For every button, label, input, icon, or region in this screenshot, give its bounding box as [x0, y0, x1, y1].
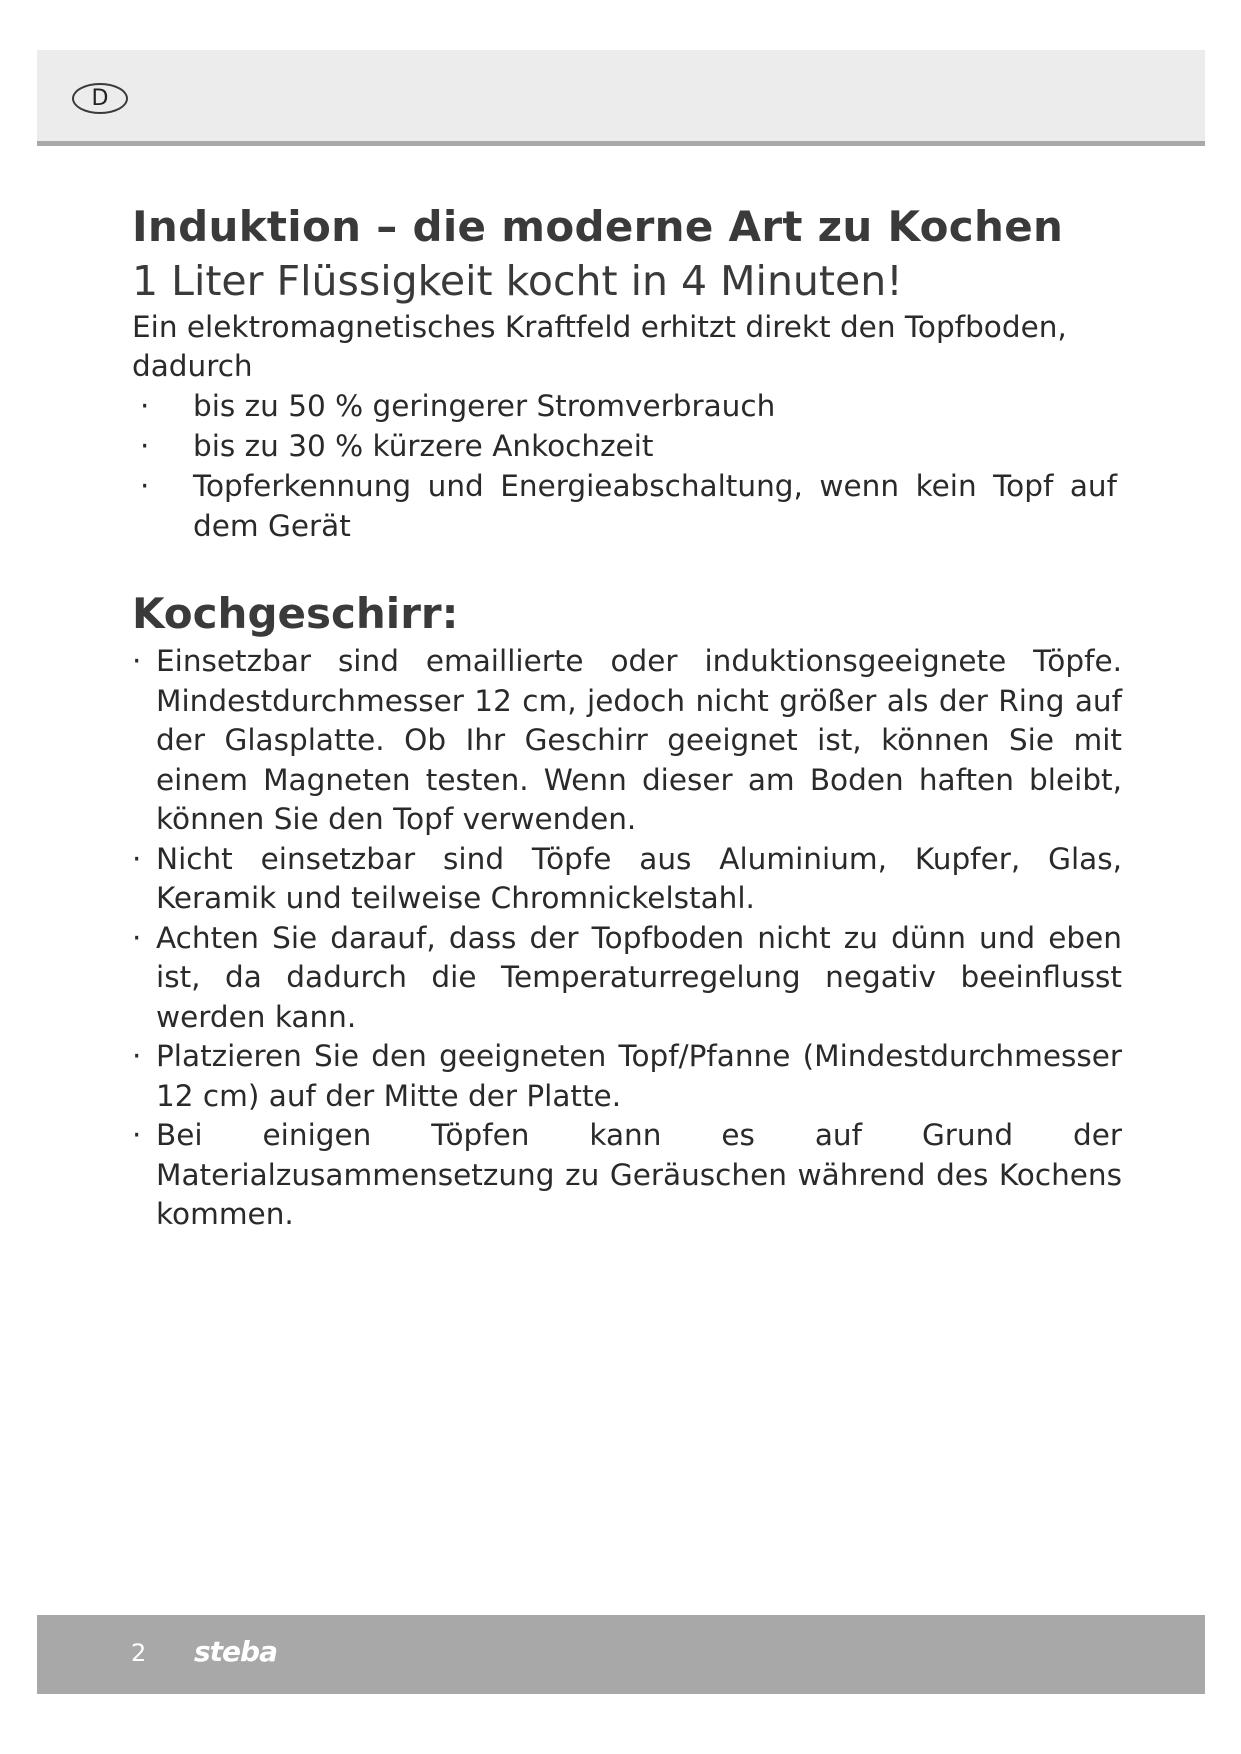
feature-item — [132, 386, 1117, 426]
section-subtitle: 1 Liter Flüssigkeit kocht in 4 Minuten! — [132, 257, 903, 305]
section-title-induction: Induktion – die moderne Art zu Kochen — [132, 202, 1064, 251]
bullet-icon: · — [140, 469, 150, 503]
cookware-text: Nicht einsetzbar sind Töpfe aus Aluminium, Kupfer, Glas, Keramik und teilweise Chromnickelstahl. — [156, 841, 1122, 915]
bullet-icon: · — [140, 389, 150, 423]
feature-item — [132, 426, 1117, 466]
page-number: 2 — [131, 1639, 147, 1667]
brand-wordmark: steba — [194, 1635, 277, 1668]
section-title-cookware: Kochgeschirr: — [132, 589, 459, 638]
feature-text: bis zu 50 % geringerer Stromverbrauch — [193, 389, 776, 423]
bullet-icon: · — [132, 1039, 142, 1073]
bullet-icon: · — [132, 841, 142, 876]
page-footer — [37, 1615, 1205, 1694]
bullet-icon: · — [132, 920, 142, 955]
cookware-text: Bei einigen Töpfen kann es auf Grund der Materialzusammensetzung zu Geräuschen während des Kochens kommen. — [156, 1118, 1122, 1231]
cookware-text: Einsetzbar sind emaillierte oder induktionsgeeignete Töpfe. Mindestdurchmesser 12 cm, jedoch nicht größer als der Ring auf der Glasplatte. Ob Ihr Geschirr geeignet ist, können Sie mit einem Magneten testen. Wenn dieser am Boden haften bleibt, können Sie den Topf verwenden. — [156, 644, 1122, 836]
cookware-list — [132, 642, 1122, 1235]
cookware-text: Platzieren Sie den geeigneten Topf/Pfanne (Mindestdurchmesser 12 cm) auf der Mitte der Platte. — [156, 1039, 1122, 1113]
cookware-item — [132, 1037, 1122, 1116]
page-header — [37, 50, 1205, 146]
feature-item — [132, 466, 1117, 546]
intro-paragraph: Ein elektromagnetisches Kraftfeld erhitzt direkt den Topfboden, dadurch — [132, 310, 1067, 383]
bullet-icon: · — [132, 644, 142, 678]
feature-text: Topferkennung und Energieabschaltung, wenn kein Topf auf dem Gerät — [193, 469, 1117, 543]
bullet-icon: · — [132, 1118, 142, 1152]
language-badge: D — [72, 83, 128, 114]
cookware-text: Achten Sie darauf, dass der Topfboden nicht zu dünn und eben ist, da dadurch die Temperaturregelung negativ beeinflusst werden kann. — [156, 920, 1122, 1034]
cookware-item — [132, 919, 1122, 1038]
steba-logo-icon — [194, 1635, 314, 1671]
cookware-item — [132, 1116, 1122, 1235]
bullet-icon: · — [140, 429, 150, 463]
main-content — [132, 200, 1122, 1235]
cookware-item — [132, 840, 1122, 919]
cookware-item — [132, 642, 1122, 840]
feature-text: bis zu 30 % kürzere Ankochzeit — [193, 429, 654, 463]
feature-list — [132, 386, 1117, 546]
